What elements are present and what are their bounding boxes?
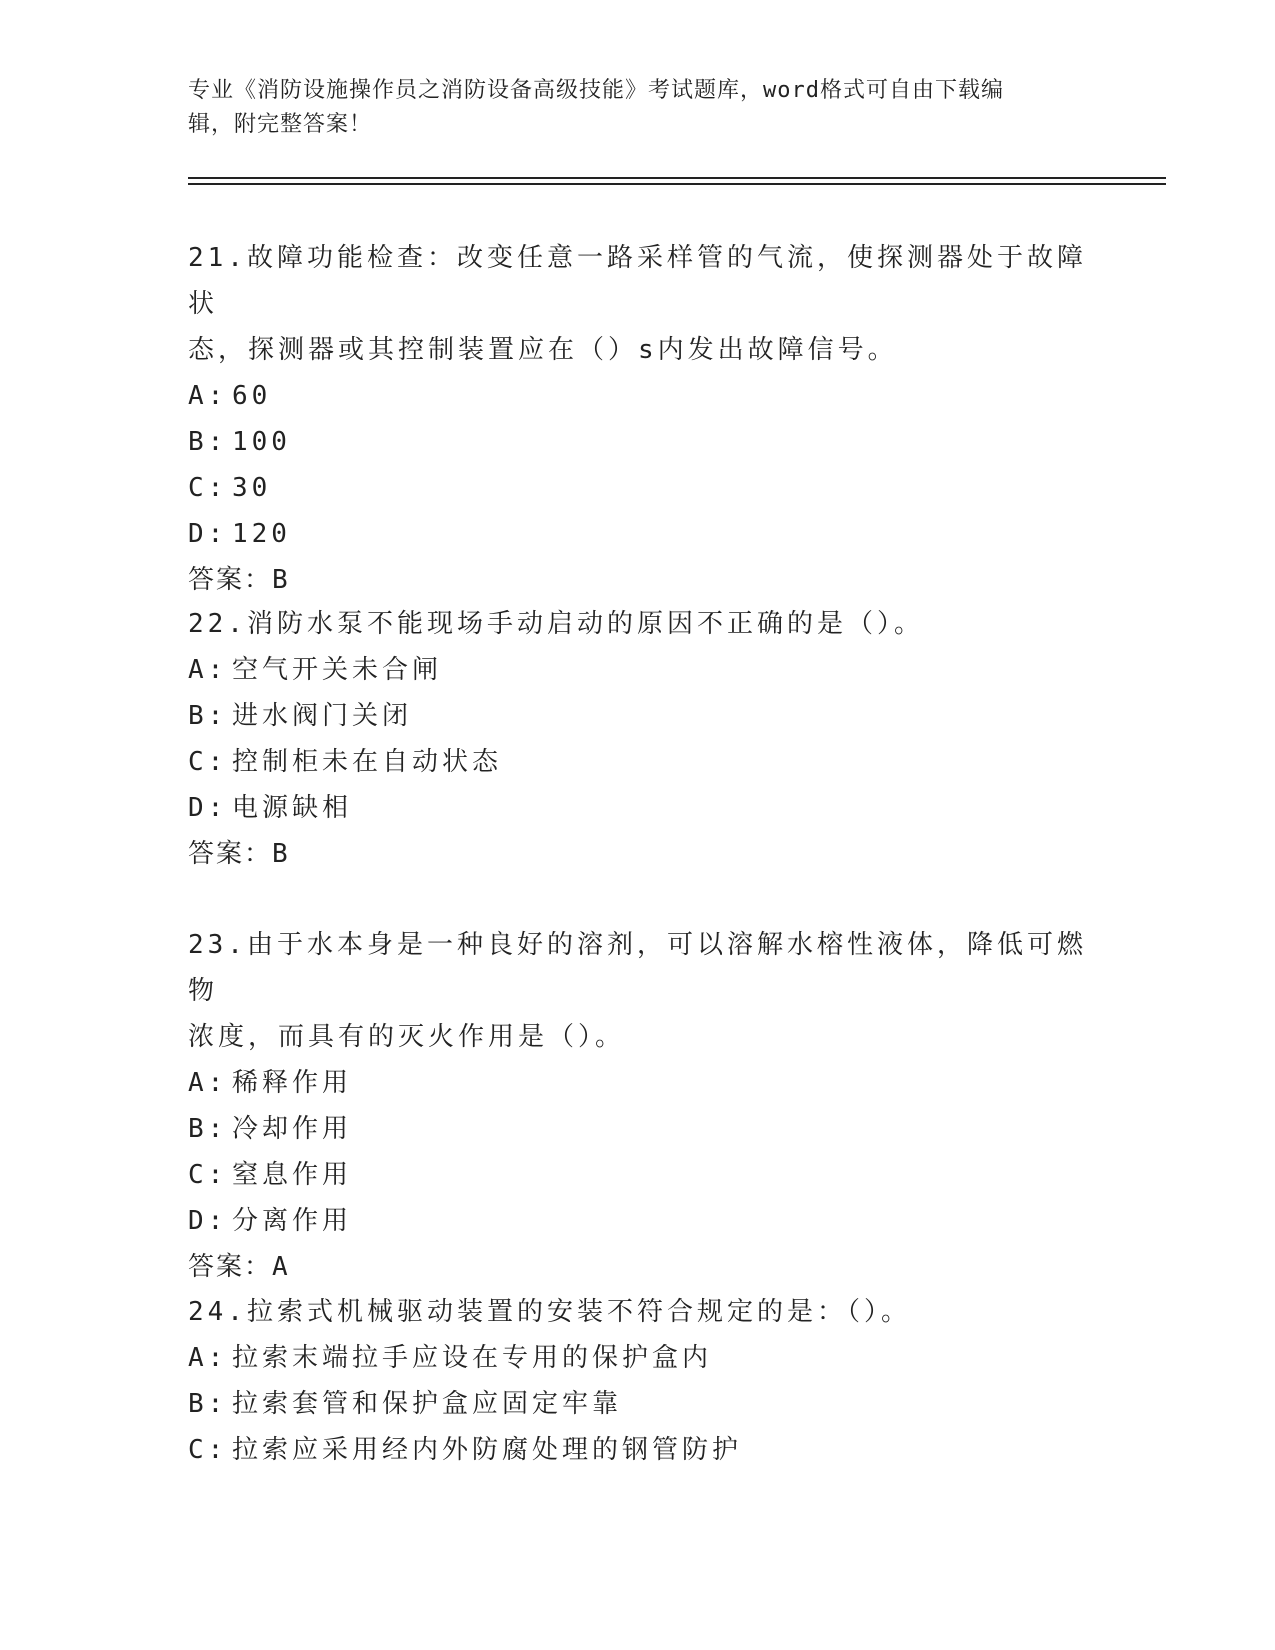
option-letter: C: (188, 747, 228, 777)
option-text: 100 (232, 427, 291, 457)
option-text: 120 (232, 519, 291, 549)
option-a (188, 1335, 1088, 1381)
question-stem (188, 235, 1088, 373)
option-d (188, 785, 1088, 831)
option-text: 拉索套管和保护盒应固定牢靠 (232, 1389, 623, 1419)
option-text: 冷却作用 (232, 1114, 353, 1144)
option-a (188, 647, 1088, 693)
question-stem-line: 24.拉索式机械驱动装置的安装不符合规定的是：（）。 (188, 1297, 911, 1327)
option-d (188, 511, 1088, 557)
answer-line: 答案：A (188, 1252, 290, 1282)
option-text: 进水阀门关闭 (232, 701, 413, 731)
question-stem-line: 态，探测器或其控制装置应在（）s内发出故障信号。 (188, 335, 898, 365)
option-text: 窒息作用 (232, 1160, 353, 1190)
answer-line: 答案：B (188, 839, 290, 869)
question-stem-line: 23.由于水本身是一种良好的溶剂，可以溶解水榕性液体，降低可燃物 (188, 930, 1087, 1006)
option-letter: D: (188, 793, 228, 823)
option-b (188, 693, 1088, 739)
option-text: 电源缺相 (232, 793, 353, 823)
option-text: 空气开关未合闸 (232, 655, 443, 685)
option-text: 30 (232, 473, 272, 503)
option-text: 拉索末端拉手应设在专用的保护盒内 (232, 1343, 713, 1373)
option-b (188, 1381, 1088, 1427)
option-letter: B: (188, 701, 228, 731)
question-22 (188, 601, 1088, 877)
option-a (188, 1060, 1088, 1106)
header-divider-top (188, 177, 1166, 179)
question-stem (188, 922, 1088, 1060)
option-text: 拉索应采用经内外防腐处理的钢管防护 (232, 1435, 743, 1465)
header-line-2: 辑，附完整答案！ (188, 112, 373, 137)
question-stem (188, 1289, 1088, 1335)
option-text: 控制柜未在自动状态 (232, 747, 503, 777)
option-d (188, 1198, 1088, 1244)
option-text: 60 (232, 381, 272, 411)
option-letter: B: (188, 427, 228, 457)
option-c (188, 1427, 1088, 1473)
question-23 (188, 922, 1088, 1290)
question-stem-line: 浓度，而具有的灭火作用是（）。 (188, 1022, 626, 1052)
option-letter: A: (188, 1343, 228, 1373)
option-letter: A: (188, 1068, 228, 1098)
option-letter: A: (188, 381, 228, 411)
option-letter: A: (188, 655, 228, 685)
option-letter: B: (188, 1114, 228, 1144)
option-letter: B: (188, 1389, 228, 1419)
question-stem (188, 601, 1088, 647)
document-header (188, 74, 1068, 142)
option-a (188, 373, 1088, 419)
question-24 (188, 1289, 1088, 1473)
option-b (188, 419, 1088, 465)
option-letter: D: (188, 1206, 228, 1236)
option-text: 分离作用 (232, 1206, 353, 1236)
header-line-1: 专业《消防设施操作员之消防设备高级技能》考试题库，word格式可自由下载编 (188, 78, 1004, 103)
option-letter: C: (188, 1160, 228, 1190)
header-divider-bottom (188, 183, 1166, 185)
option-c (188, 1152, 1088, 1198)
question-21 (188, 235, 1088, 603)
question-stem-line: 21.故障功能检查：改变任意一路采样管的气流，使探测器处于故障状 (188, 243, 1087, 319)
option-b (188, 1106, 1088, 1152)
option-letter: C: (188, 1435, 228, 1465)
option-c (188, 739, 1088, 785)
question-stem-line: 22.消防水泵不能现场手动启动的原因不正确的是（）。 (188, 609, 924, 639)
option-text: 稀释作用 (232, 1068, 353, 1098)
option-letter: C: (188, 473, 228, 503)
option-c (188, 465, 1088, 511)
option-letter: D: (188, 519, 228, 549)
answer-line: 答案：B (188, 565, 290, 595)
